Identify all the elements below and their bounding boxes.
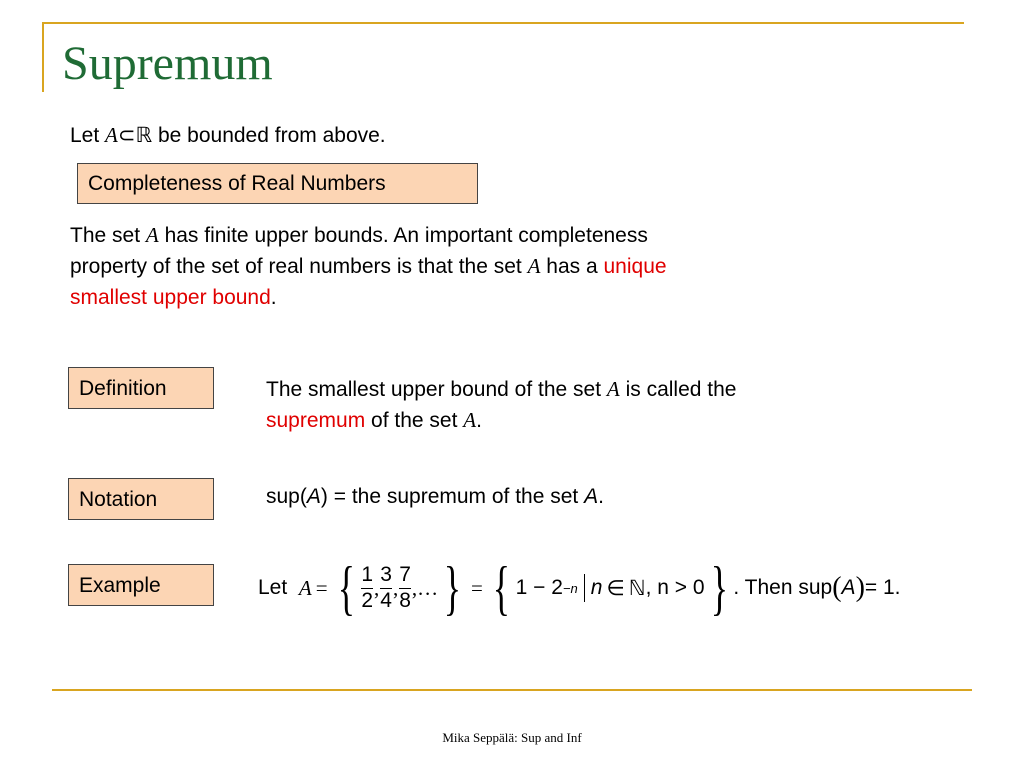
example-equals: = — [470, 575, 483, 600]
definition-label: Definition — [79, 376, 167, 400]
definition-part: The smallest upper bound of the set — [266, 378, 602, 401]
notation-text — [266, 481, 604, 512]
example-box — [68, 564, 214, 606]
fraction-denominator: 2 — [361, 588, 374, 612]
example-label: Example — [79, 573, 161, 597]
fraction — [361, 563, 373, 612]
intro-reals-symbol: ℝ — [135, 123, 153, 147]
example-set-a: A — [841, 576, 856, 599]
left-brace: { — [492, 555, 510, 621]
example-sup: sup — [798, 576, 833, 599]
definition-set-a: A — [606, 377, 620, 401]
notation-set-a: A — [306, 485, 321, 508]
para-highlight: smallest upper bound — [70, 286, 271, 309]
completeness-box — [77, 163, 478, 204]
notation-part: = the supremum of the set — [333, 485, 579, 508]
bottom-rule — [52, 689, 972, 691]
fraction-denominator: 4 — [380, 588, 392, 612]
notation-part: sup( — [266, 485, 307, 508]
definition-box — [68, 367, 214, 409]
para-text: has finite upper bounds. An important completeness — [164, 224, 648, 247]
completeness-label: Completeness of Real Numbers — [88, 172, 386, 195]
comma: , — [392, 575, 399, 600]
notation-label: Notation — [79, 487, 158, 511]
slide-title: Supremum — [62, 37, 273, 90]
completeness-paragraph — [70, 220, 830, 313]
fraction-numerator: 1 — [361, 563, 374, 587]
example-result: = 1. — [864, 576, 901, 599]
right-brace: } — [710, 555, 728, 621]
set-builder-bar — [584, 574, 585, 602]
example-condition: , n > 0 — [645, 576, 705, 599]
right-brace: } — [443, 555, 462, 621]
fraction-numerator: 3 — [380, 563, 392, 587]
intro-line — [70, 120, 386, 151]
example-exponent: −n — [562, 580, 578, 596]
para-highlight: unique — [603, 255, 667, 278]
fraction — [380, 563, 392, 612]
notation-set-a: A — [584, 485, 599, 508]
para-text: has a — [546, 255, 598, 278]
intro-set-a: A — [105, 123, 118, 147]
para-text: The set — [70, 224, 141, 247]
open-paren: ( — [832, 572, 842, 603]
para-text: . — [270, 286, 277, 309]
intro-rest: be bounded from above. — [157, 124, 386, 147]
definition-part: of the set — [371, 409, 458, 432]
fraction-denominator: 8 — [399, 588, 411, 612]
example-let: Let — [258, 576, 288, 599]
notation-box — [68, 478, 214, 520]
intro-subset-symbol: ⊂ — [117, 123, 136, 147]
top-rule — [42, 22, 964, 24]
left-rule — [42, 22, 44, 92]
para-set-a: A — [527, 254, 541, 278]
fraction-numerator: 7 — [399, 563, 411, 587]
example-then: . Then — [733, 576, 793, 599]
comma: , — [374, 575, 380, 600]
notation-part: . — [598, 485, 604, 508]
naturals-symbol: ℕ — [628, 575, 646, 600]
example-ellipsis: ,… — [411, 575, 439, 600]
example-formula — [258, 555, 901, 621]
left-brace: { — [337, 555, 355, 621]
example-equals: = — [315, 575, 328, 600]
element-of-symbol: ∈ — [606, 575, 625, 600]
intro-let: Let — [70, 124, 100, 147]
fraction — [399, 563, 411, 612]
para-text: property of the set of real numbers is that the set — [70, 255, 522, 278]
definition-text — [266, 374, 906, 436]
example-set-a: A — [298, 575, 312, 600]
example-n: n — [590, 576, 603, 599]
definition-set-a: A — [463, 408, 477, 432]
example-one-minus: 1 − 2 — [515, 576, 563, 599]
definition-part: . — [476, 409, 482, 432]
footer: Mika Seppälä: Sup and Inf — [442, 730, 582, 745]
definition-part: is called the — [625, 378, 737, 401]
definition-highlight: supremum — [266, 409, 366, 432]
para-set-a: A — [145, 223, 159, 247]
notation-part: ) — [320, 485, 328, 508]
close-paren: ) — [855, 572, 865, 603]
